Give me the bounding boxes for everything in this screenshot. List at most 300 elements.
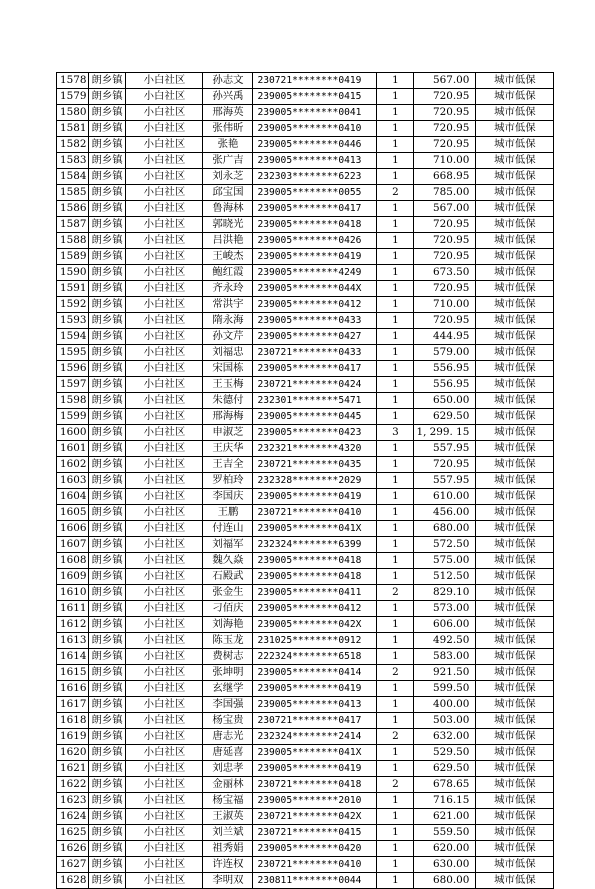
table-row bbox=[57, 665, 554, 681]
name-cell: 张坤明 bbox=[203, 665, 253, 681]
household-count-cell: 1 bbox=[377, 409, 414, 425]
table-row bbox=[57, 409, 554, 425]
town-cell: 朗乡镇 bbox=[89, 393, 126, 409]
amount-cell: 720.95 bbox=[414, 249, 476, 265]
amount-cell: 678.65 bbox=[414, 777, 476, 793]
table-row bbox=[57, 585, 554, 601]
table-row bbox=[57, 473, 554, 489]
table-row bbox=[57, 633, 554, 649]
row-number: 1618 bbox=[57, 713, 89, 729]
table-row bbox=[57, 649, 554, 665]
id-number-cell: 239005********4249 bbox=[253, 265, 377, 281]
town-cell: 朗乡镇 bbox=[89, 409, 126, 425]
table-row bbox=[57, 617, 554, 633]
town-cell: 朗乡镇 bbox=[89, 265, 126, 281]
category-cell: 城市低保 bbox=[476, 649, 554, 665]
community-cell: 小白社区 bbox=[126, 361, 203, 377]
household-count-cell: 1 bbox=[377, 281, 414, 297]
category-cell: 城市低保 bbox=[476, 297, 554, 313]
amount-cell: 629.50 bbox=[414, 761, 476, 777]
table-row bbox=[57, 121, 554, 137]
category-cell: 城市低保 bbox=[476, 601, 554, 617]
amount-cell: 720.95 bbox=[414, 457, 476, 473]
community-cell: 小白社区 bbox=[126, 297, 203, 313]
name-cell: 张广吉 bbox=[203, 153, 253, 169]
household-count-cell: 1 bbox=[377, 297, 414, 313]
community-cell: 小白社区 bbox=[126, 489, 203, 505]
amount-cell: 575.00 bbox=[414, 553, 476, 569]
household-count-cell: 1 bbox=[377, 121, 414, 137]
household-count-cell: 1 bbox=[377, 809, 414, 825]
amount-cell: 716.15 bbox=[414, 793, 476, 809]
household-count-cell: 2 bbox=[377, 777, 414, 793]
id-number-cell: 239005********0418 bbox=[253, 569, 377, 585]
row-number: 1605 bbox=[57, 505, 89, 521]
household-count-cell: 1 bbox=[377, 617, 414, 633]
name-cell: 罗柏玲 bbox=[203, 473, 253, 489]
table-row bbox=[57, 393, 554, 409]
id-number-cell: 239005********0411 bbox=[253, 585, 377, 601]
id-number-cell: 230721********042X bbox=[253, 809, 377, 825]
community-cell: 小白社区 bbox=[126, 569, 203, 585]
id-number-cell: 239005********0420 bbox=[253, 841, 377, 857]
row-number: 1583 bbox=[57, 153, 89, 169]
town-cell: 朗乡镇 bbox=[89, 825, 126, 841]
table-row bbox=[57, 457, 554, 473]
name-cell: 王玉梅 bbox=[203, 377, 253, 393]
amount-cell: 720.95 bbox=[414, 137, 476, 153]
id-number-cell: 239005********0412 bbox=[253, 297, 377, 313]
amount-cell: 556.95 bbox=[414, 361, 476, 377]
community-cell: 小白社区 bbox=[126, 169, 203, 185]
amount-cell: 680.00 bbox=[414, 521, 476, 537]
town-cell: 朗乡镇 bbox=[89, 313, 126, 329]
amount-cell: 720.95 bbox=[414, 121, 476, 137]
table-row bbox=[57, 313, 554, 329]
town-cell: 朗乡镇 bbox=[89, 489, 126, 505]
community-cell: 小白社区 bbox=[126, 857, 203, 873]
name-cell: 石殿武 bbox=[203, 569, 253, 585]
household-count-cell: 1 bbox=[377, 633, 414, 649]
table-row bbox=[57, 569, 554, 585]
amount-cell: 673.50 bbox=[414, 265, 476, 281]
category-cell: 城市低保 bbox=[476, 489, 554, 505]
town-cell: 朗乡镇 bbox=[89, 169, 126, 185]
id-number-cell: 239005********0419 bbox=[253, 681, 377, 697]
table-row bbox=[57, 601, 554, 617]
name-cell: 孙志文 bbox=[203, 73, 253, 89]
category-cell: 城市低保 bbox=[476, 697, 554, 713]
name-cell: 朱德付 bbox=[203, 393, 253, 409]
table-row bbox=[57, 777, 554, 793]
household-count-cell: 1 bbox=[377, 553, 414, 569]
town-cell: 朗乡镇 bbox=[89, 633, 126, 649]
table-row bbox=[57, 537, 554, 553]
table-row bbox=[57, 425, 554, 441]
household-count-cell: 1 bbox=[377, 873, 414, 889]
table-row bbox=[57, 185, 554, 201]
town-cell: 朗乡镇 bbox=[89, 697, 126, 713]
amount-cell: 621.00 bbox=[414, 809, 476, 825]
id-number-cell: 230721********0415 bbox=[253, 825, 377, 841]
row-number: 1588 bbox=[57, 233, 89, 249]
amount-cell: 785.00 bbox=[414, 185, 476, 201]
household-count-cell: 1 bbox=[377, 393, 414, 409]
category-cell: 城市低保 bbox=[476, 777, 554, 793]
household-count-cell: 1 bbox=[377, 505, 414, 521]
community-cell: 小白社区 bbox=[126, 697, 203, 713]
town-cell: 朗乡镇 bbox=[89, 553, 126, 569]
category-cell: 城市低保 bbox=[476, 217, 554, 233]
row-number: 1611 bbox=[57, 601, 89, 617]
household-count-cell: 2 bbox=[377, 665, 414, 681]
community-cell: 小白社区 bbox=[126, 281, 203, 297]
row-number: 1608 bbox=[57, 553, 89, 569]
id-number-cell: 231025********0912 bbox=[253, 633, 377, 649]
name-cell: 孙兴禹 bbox=[203, 89, 253, 105]
household-count-cell: 1 bbox=[377, 681, 414, 697]
household-count-cell: 1 bbox=[377, 745, 414, 761]
id-number-cell: 239005********0423 bbox=[253, 425, 377, 441]
community-cell: 小白社区 bbox=[126, 345, 203, 361]
household-count-cell: 1 bbox=[377, 793, 414, 809]
category-cell: 城市低保 bbox=[476, 633, 554, 649]
household-count-cell: 1 bbox=[377, 137, 414, 153]
town-cell: 朗乡镇 bbox=[89, 361, 126, 377]
town-cell: 朗乡镇 bbox=[89, 329, 126, 345]
amount-cell: 456.00 bbox=[414, 505, 476, 521]
id-number-cell: 230721********0410 bbox=[253, 857, 377, 873]
row-number: 1619 bbox=[57, 729, 89, 745]
category-cell: 城市低保 bbox=[476, 745, 554, 761]
household-count-cell: 1 bbox=[377, 489, 414, 505]
row-number: 1623 bbox=[57, 793, 89, 809]
table-row bbox=[57, 137, 554, 153]
table-row bbox=[57, 233, 554, 249]
name-cell: 王庆华 bbox=[203, 441, 253, 457]
name-cell: 魏久焱 bbox=[203, 553, 253, 569]
table-row bbox=[57, 361, 554, 377]
town-cell: 朗乡镇 bbox=[89, 713, 126, 729]
town-cell: 朗乡镇 bbox=[89, 105, 126, 121]
table-row bbox=[57, 217, 554, 233]
id-number-cell: 230721********0410 bbox=[253, 505, 377, 521]
household-count-cell: 1 bbox=[377, 153, 414, 169]
name-cell: 李国强 bbox=[203, 697, 253, 713]
household-count-cell: 1 bbox=[377, 233, 414, 249]
town-cell: 朗乡镇 bbox=[89, 217, 126, 233]
amount-cell: 829.10 bbox=[414, 585, 476, 601]
row-number: 1590 bbox=[57, 265, 89, 281]
amount-cell: 567.00 bbox=[414, 201, 476, 217]
household-count-cell: 1 bbox=[377, 105, 414, 121]
town-cell: 朗乡镇 bbox=[89, 601, 126, 617]
town-cell: 朗乡镇 bbox=[89, 425, 126, 441]
amount-cell: 492.50 bbox=[414, 633, 476, 649]
town-cell: 朗乡镇 bbox=[89, 137, 126, 153]
name-cell: 玄继学 bbox=[203, 681, 253, 697]
community-cell: 小白社区 bbox=[126, 761, 203, 777]
town-cell: 朗乡镇 bbox=[89, 649, 126, 665]
community-cell: 小白社区 bbox=[126, 329, 203, 345]
community-cell: 小白社区 bbox=[126, 441, 203, 457]
id-number-cell: 239005********0414 bbox=[253, 665, 377, 681]
row-number: 1606 bbox=[57, 521, 89, 537]
id-number-cell: 239005********0445 bbox=[253, 409, 377, 425]
id-number-cell: 239005********042X bbox=[253, 617, 377, 633]
category-cell: 城市低保 bbox=[476, 473, 554, 489]
id-number-cell: 239005********0433 bbox=[253, 313, 377, 329]
amount-cell: 650.00 bbox=[414, 393, 476, 409]
household-count-cell: 1 bbox=[377, 569, 414, 585]
name-cell: 刘兰斌 bbox=[203, 825, 253, 841]
community-cell: 小白社区 bbox=[126, 665, 203, 681]
id-number-cell: 232301********5471 bbox=[253, 393, 377, 409]
name-cell: 李国庆 bbox=[203, 489, 253, 505]
name-cell: 隋永海 bbox=[203, 313, 253, 329]
row-number: 1620 bbox=[57, 745, 89, 761]
town-cell: 朗乡镇 bbox=[89, 585, 126, 601]
row-number: 1597 bbox=[57, 377, 89, 393]
household-count-cell: 1 bbox=[377, 201, 414, 217]
name-cell: 费树志 bbox=[203, 649, 253, 665]
roster-sheet bbox=[56, 72, 554, 889]
community-cell: 小白社区 bbox=[126, 777, 203, 793]
name-cell: 唐延喜 bbox=[203, 745, 253, 761]
community-cell: 小白社区 bbox=[126, 409, 203, 425]
town-cell: 朗乡镇 bbox=[89, 281, 126, 297]
town-cell: 朗乡镇 bbox=[89, 745, 126, 761]
name-cell: 刘海艳 bbox=[203, 617, 253, 633]
name-cell: 杨宝福 bbox=[203, 793, 253, 809]
name-cell: 祖秀娟 bbox=[203, 841, 253, 857]
household-count-cell: 2 bbox=[377, 185, 414, 201]
table-row bbox=[57, 249, 554, 265]
id-number-cell: 239005********2010 bbox=[253, 793, 377, 809]
table-row bbox=[57, 441, 554, 457]
household-count-cell: 1 bbox=[377, 521, 414, 537]
amount-cell: 559.50 bbox=[414, 825, 476, 841]
name-cell: 刘永芝 bbox=[203, 169, 253, 185]
row-number: 1581 bbox=[57, 121, 89, 137]
name-cell: 齐永玲 bbox=[203, 281, 253, 297]
table-row bbox=[57, 841, 554, 857]
amount-cell: 629.50 bbox=[414, 409, 476, 425]
amount-cell: 503.00 bbox=[414, 713, 476, 729]
household-count-cell: 1 bbox=[377, 825, 414, 841]
name-cell: 宋国栋 bbox=[203, 361, 253, 377]
table-row bbox=[57, 729, 554, 745]
category-cell: 城市低保 bbox=[476, 153, 554, 169]
amount-cell: 720.95 bbox=[414, 217, 476, 233]
town-cell: 朗乡镇 bbox=[89, 345, 126, 361]
community-cell: 小白社区 bbox=[126, 809, 203, 825]
table-row bbox=[57, 825, 554, 841]
amount-cell: 599.50 bbox=[414, 681, 476, 697]
amount-cell: 710.00 bbox=[414, 153, 476, 169]
row-number: 1582 bbox=[57, 137, 89, 153]
amount-cell: 579.00 bbox=[414, 345, 476, 361]
name-cell: 申淑芝 bbox=[203, 425, 253, 441]
amount-cell: 630.00 bbox=[414, 857, 476, 873]
household-count-cell: 1 bbox=[377, 265, 414, 281]
row-number: 1613 bbox=[57, 633, 89, 649]
category-cell: 城市低保 bbox=[476, 377, 554, 393]
amount-cell: 606.00 bbox=[414, 617, 476, 633]
household-count-cell: 1 bbox=[377, 713, 414, 729]
community-cell: 小白社区 bbox=[126, 249, 203, 265]
amount-cell: 583.00 bbox=[414, 649, 476, 665]
id-number-cell: 230721********0435 bbox=[253, 457, 377, 473]
row-number: 1616 bbox=[57, 681, 89, 697]
category-cell: 城市低保 bbox=[476, 409, 554, 425]
name-cell: 王峻杰 bbox=[203, 249, 253, 265]
community-cell: 小白社区 bbox=[126, 841, 203, 857]
id-number-cell: 239005********0041 bbox=[253, 105, 377, 121]
community-cell: 小白社区 bbox=[126, 585, 203, 601]
table-row bbox=[57, 153, 554, 169]
town-cell: 朗乡镇 bbox=[89, 73, 126, 89]
name-cell: 邢海英 bbox=[203, 105, 253, 121]
town-cell: 朗乡镇 bbox=[89, 537, 126, 553]
amount-cell: 556.95 bbox=[414, 377, 476, 393]
id-number-cell: 239005********0418 bbox=[253, 553, 377, 569]
row-number: 1580 bbox=[57, 105, 89, 121]
household-count-cell: 1 bbox=[377, 441, 414, 457]
id-number-cell: 239005********0417 bbox=[253, 201, 377, 217]
category-cell: 城市低保 bbox=[476, 761, 554, 777]
id-number-cell: 239005********0419 bbox=[253, 489, 377, 505]
community-cell: 小白社区 bbox=[126, 633, 203, 649]
town-cell: 朗乡镇 bbox=[89, 185, 126, 201]
amount-cell: 680.00 bbox=[414, 873, 476, 889]
town-cell: 朗乡镇 bbox=[89, 473, 126, 489]
table-row bbox=[57, 713, 554, 729]
community-cell: 小白社区 bbox=[126, 521, 203, 537]
table-row bbox=[57, 89, 554, 105]
row-number: 1604 bbox=[57, 489, 89, 505]
town-cell: 朗乡镇 bbox=[89, 665, 126, 681]
table-row bbox=[57, 809, 554, 825]
amount-cell: 710.00 bbox=[414, 297, 476, 313]
id-number-cell: 230811********0044 bbox=[253, 873, 377, 889]
name-cell: 张伟昕 bbox=[203, 121, 253, 137]
table-row bbox=[57, 553, 554, 569]
amount-cell: 668.95 bbox=[414, 169, 476, 185]
category-cell: 城市低保 bbox=[476, 569, 554, 585]
table-row bbox=[57, 377, 554, 393]
town-cell: 朗乡镇 bbox=[89, 521, 126, 537]
name-cell: 王淑英 bbox=[203, 809, 253, 825]
id-number-cell: 239005********0419 bbox=[253, 249, 377, 265]
id-number-cell: 230721********0417 bbox=[253, 713, 377, 729]
row-number: 1600 bbox=[57, 425, 89, 441]
town-cell: 朗乡镇 bbox=[89, 729, 126, 745]
community-cell: 小白社区 bbox=[126, 713, 203, 729]
household-count-cell: 1 bbox=[377, 329, 414, 345]
community-cell: 小白社区 bbox=[126, 153, 203, 169]
amount-cell: 720.95 bbox=[414, 281, 476, 297]
category-cell: 城市低保 bbox=[476, 441, 554, 457]
household-count-cell: 1 bbox=[377, 537, 414, 553]
amount-cell: 720.95 bbox=[414, 233, 476, 249]
town-cell: 朗乡镇 bbox=[89, 121, 126, 137]
name-cell: 常洪宇 bbox=[203, 297, 253, 313]
community-cell: 小白社区 bbox=[126, 649, 203, 665]
name-cell: 孙文芹 bbox=[203, 329, 253, 345]
row-number: 1592 bbox=[57, 297, 89, 313]
town-cell: 朗乡镇 bbox=[89, 569, 126, 585]
community-cell: 小白社区 bbox=[126, 505, 203, 521]
category-cell: 城市低保 bbox=[476, 249, 554, 265]
category-cell: 城市低保 bbox=[476, 329, 554, 345]
category-cell: 城市低保 bbox=[476, 857, 554, 873]
row-number: 1599 bbox=[57, 409, 89, 425]
category-cell: 城市低保 bbox=[476, 553, 554, 569]
table-row bbox=[57, 697, 554, 713]
household-count-cell: 1 bbox=[377, 313, 414, 329]
household-count-cell: 1 bbox=[377, 169, 414, 185]
household-count-cell: 1 bbox=[377, 89, 414, 105]
id-number-cell: 230721********0433 bbox=[253, 345, 377, 361]
household-count-cell: 1 bbox=[377, 601, 414, 617]
table-row bbox=[57, 489, 554, 505]
town-cell: 朗乡镇 bbox=[89, 249, 126, 265]
amount-cell: 512.50 bbox=[414, 569, 476, 585]
table-row bbox=[57, 201, 554, 217]
category-cell: 城市低保 bbox=[476, 185, 554, 201]
community-cell: 小白社区 bbox=[126, 233, 203, 249]
row-number: 1585 bbox=[57, 185, 89, 201]
table-body bbox=[57, 73, 554, 889]
id-number-cell: 239005********041X bbox=[253, 521, 377, 537]
community-cell: 小白社区 bbox=[126, 73, 203, 89]
name-cell: 李明双 bbox=[203, 873, 253, 889]
name-cell: 杨宝贵 bbox=[203, 713, 253, 729]
name-cell: 刘福军 bbox=[203, 537, 253, 553]
table-row bbox=[57, 105, 554, 121]
community-cell: 小白社区 bbox=[126, 473, 203, 489]
table-row bbox=[57, 329, 554, 345]
household-count-cell: 1 bbox=[377, 377, 414, 393]
table-row bbox=[57, 521, 554, 537]
name-cell: 王鹏 bbox=[203, 505, 253, 521]
community-cell: 小白社区 bbox=[126, 873, 203, 889]
row-number: 1591 bbox=[57, 281, 89, 297]
row-number: 1617 bbox=[57, 697, 89, 713]
row-number: 1586 bbox=[57, 201, 89, 217]
name-cell: 郭晓光 bbox=[203, 217, 253, 233]
town-cell: 朗乡镇 bbox=[89, 377, 126, 393]
category-cell: 城市低保 bbox=[476, 521, 554, 537]
row-number: 1625 bbox=[57, 825, 89, 841]
name-cell: 金丽林 bbox=[203, 777, 253, 793]
community-cell: 小白社区 bbox=[126, 745, 203, 761]
household-count-cell: 1 bbox=[377, 649, 414, 665]
community-cell: 小白社区 bbox=[126, 681, 203, 697]
id-number-cell: 239005********0413 bbox=[253, 153, 377, 169]
community-cell: 小白社区 bbox=[126, 601, 203, 617]
table-row bbox=[57, 505, 554, 521]
household-count-cell: 2 bbox=[377, 729, 414, 745]
category-cell: 城市低保 bbox=[476, 313, 554, 329]
town-cell: 朗乡镇 bbox=[89, 761, 126, 777]
id-number-cell: 230721********0419 bbox=[253, 73, 377, 89]
id-number-cell: 232324********2414 bbox=[253, 729, 377, 745]
amount-cell: 610.00 bbox=[414, 489, 476, 505]
row-number: 1628 bbox=[57, 873, 89, 889]
category-cell: 城市低保 bbox=[476, 201, 554, 217]
